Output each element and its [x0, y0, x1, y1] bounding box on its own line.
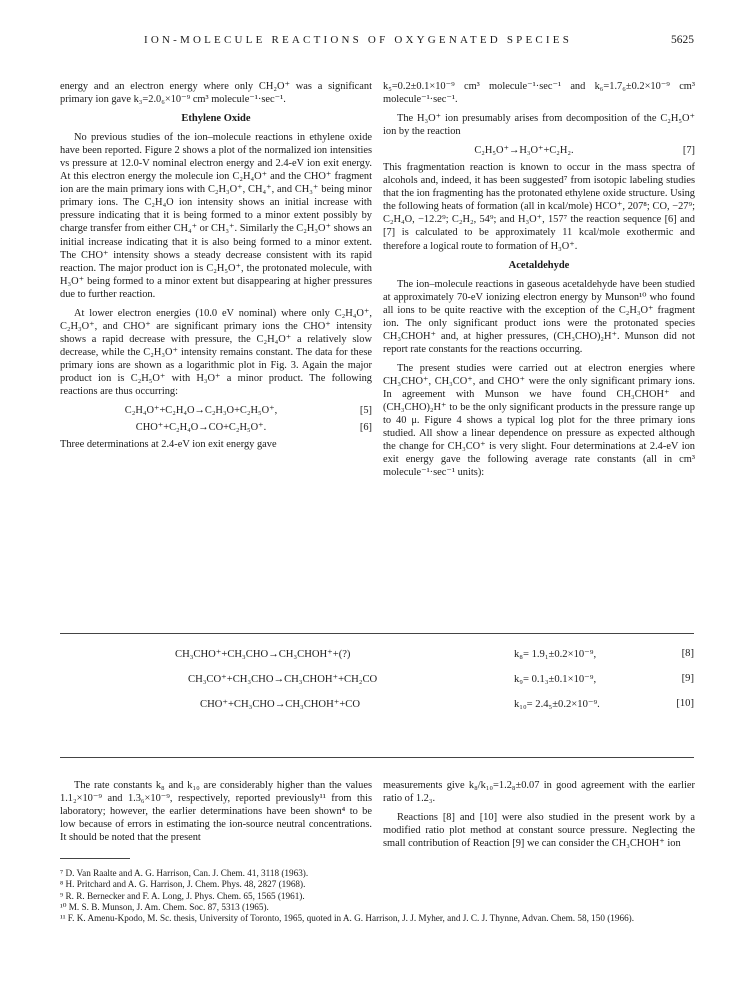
paragraph: k₅=0.2±0.1×10⁻⁹ cm³ molecule⁻¹·sec⁻¹ and k₆=1.7₆±0.2×10⁻⁹ cm³ molecule⁻¹·sec⁻¹.	[383, 81, 695, 106]
paragraph: The present studies were carried out at electron energies where CH₃CHO⁺, CH₃CO⁺, and CHO⁺ were the only significant primary ions. In agreement with Munson we have found CH₃CHOH⁺ and (CH₃CHO)₂H⁺ to be the only significant products in the pressure range up to 40 μ. Figure 4 shows a typical log plot for the three primary ions studied. All show a linear dependence on pressure as expected although the change for CH₃CO⁺ is very slight. Four determinations at 2.4-eV ion exit energy gave the following average rate constants (all in cm³ molecule⁻¹·sec⁻¹ units):	[383, 362, 695, 479]
rate-constant: k₈= 1.9₁±0.2×10⁻⁹,	[514, 649, 597, 660]
section-heading-acetaldehyde: Acetaldehyde	[508, 259, 570, 271]
rate-row-10	[60, 698, 694, 723]
footnote: ⁹ R. R. Bernecker and F. A. Long, J. Phys. Chem. 65, 1565 (1961).	[60, 890, 305, 901]
reaction-number: [6]	[359, 422, 372, 434]
rate-equation: CH₃CHO⁺+CH₃CHO→CH₃CHOH⁺+(?)	[175, 649, 351, 660]
divider	[60, 757, 694, 758]
paragraph: The rate constants k₈ and k₁₀ are considerably higher than the values 1.1₂×10⁻⁹ and 1.3₆×10⁻⁹, respectively, reported previously¹¹ from this laboratory; however, the earlier determinations have been shown⁴ to be low because of errors in estimating the ion-source neutral concentrations. It should be noted that the present	[60, 780, 372, 844]
divider	[60, 633, 694, 634]
paragraph: Reactions [8] and [10] were also studied in the present work by a modified ratio plot method at constant source pressure. Neglecting the small contribution of Reaction [9] we can consider the CH₃CHOH⁺ ion	[383, 812, 695, 850]
paragraph: This fragmentation reaction is known to occur in the mass spectra of alcohols and, indeed, it has been suggested⁷ from isotopic labeling studies that the ion fragmenting has the protonated ethylene oxide structure. Using the following heats of formation (all in kcal/mole) HCO⁺, 207⁸; CO, −27⁹; C₂H₄O, −12.2⁹; C₂H₂, 54⁹; and H₃O⁺, 157⁷ the reaction sequence [6] and [7] is calculated to be approximately 11 kcal/mole exothermic and therefore a logical route to formation of H₃O⁺.	[383, 162, 695, 252]
footnote-divider	[60, 858, 130, 859]
reaction-equation: CHO⁺+C₂H₄O→CO+C₂H₅O⁺.	[135, 422, 267, 434]
paragraph: No previous studies of the ion–molecule reactions in ethylene oxide have been reported. Figure 2 shows a plot of the normalized ion intensities vs pressure at 12.0-V nominal electron energy and 2.4-eV ion exit energy. At this electron energy the molecule ion C₂H₄O⁺ and the CHO⁺ fragment ion are the main primary ions with C₂H₃O⁺, CH₄⁺, and CH₃⁺ being minor primary ions. The C₂H₄O ion intensity shows an initial increase with pressure indicating that it is being formed to a minor extent possibly by charge transfer from either CH₄⁺ or CH₃⁺. Similarly the C₂H₃O⁺ shows an initial increase indicating that it is also being formed to a minor extent. The CHO⁺ intensity shows a steady decrease consistent with its rapid reaction. The major product ion is C₂H₅O⁺, the protonated molecule, with H₃O⁺ being formed to a minor extent but disappearing at higher pressures due to further reaction.	[60, 132, 372, 300]
footnote: ⁸ H. Pritchard and A. G. Harrison, J. Chem. Phys. 48, 2827 (1968).	[60, 879, 306, 890]
footnotes	[60, 868, 694, 924]
section-heading-ethylene-oxide: Ethylene Oxide	[181, 113, 251, 125]
rate-equation: CH₃CO⁺+CH₃CHO→CH₃CHOH⁺+CH₂CO	[188, 674, 378, 685]
rate-row-8	[60, 648, 694, 673]
left-column-top	[60, 80, 372, 457]
reaction-number: [10]	[676, 698, 694, 709]
paragraph: The ion–molecule reactions in gaseous acetaldehyde have been studied at approximately 70-eV ionizing electron energy by Munson¹⁰ who found all ions to be quite reactive with the exception of the C₂H₃O⁺ fragment ion. The only significant product ions were the protonated species CH₃CHOH⁺ and, at higher pressures, (CH₃CHO)₂H⁺. Munson did not report rate constants for the reactions occurring.	[383, 278, 695, 355]
rate-equation: CHO⁺+CH₃CHO→CH₃CHOH⁺+CO	[200, 699, 361, 710]
left-column-bottom	[60, 779, 372, 850]
paragraph: measurements give k₈/k₁₀=1.2₈±0.07 in good agreement with the earlier ratio of 1.2₃.	[383, 780, 695, 805]
reaction-7	[383, 144, 695, 157]
footnote: ¹¹ F. K. Amenu-Kpodo, M. Sc. thesis, University of Toronto, 1965, quoted in A. G. Harrison, J. J. Myher, and J. C. J. Thynne, Advan. Chem. 58, 150 (1966).	[60, 913, 635, 924]
reaction-equation: C₂H₅O⁺→H₃O⁺+C₂H₂.	[474, 145, 574, 157]
paragraph: The H₃O⁺ ion presumably arises from decomposition of the C₂H₅O⁺ ion by the reaction	[383, 113, 695, 138]
right-column-bottom	[383, 779, 695, 856]
reaction-number: [9]	[681, 673, 694, 684]
rate-constant: k₉= 0.1₃±0.1×10⁻⁹,	[514, 674, 597, 685]
footnote: ¹⁰ M. S. B. Munson, J. Am. Chem. Soc. 87, 5313 (1965).	[60, 901, 269, 912]
page-number: 5625	[671, 34, 694, 46]
reaction-equation: C₂H₄O⁺+C₂H₄O→C₂H₃O+C₂H₅O⁺,	[124, 405, 278, 417]
page-header	[60, 34, 694, 54]
reaction-6	[60, 421, 372, 434]
paragraph: energy and an electron energy where only CH₂O⁺ was a significant primary ion gave k₃=2.0₆×10⁻⁹ cm³ molecule⁻¹·sec⁻¹.	[60, 81, 372, 106]
paragraph: At lower electron energies (10.0 eV nominal) where only C₂H₄O⁺, C₂H₃O⁺, and CHO⁺ are significant primary ions the CHO⁺ intensity shows a rapid decrease with pressure, the C₂H₄O⁺ a relatively slow decrease, while the C₂H₃O⁺ intensity remains constant. The data for these primary ions are shown as a logarithmic plot in Fig. 3. Again the major product ion is C₂H₅O⁺ with H₃O⁺ a minor product. The following reactions are thus occurring:	[60, 307, 372, 398]
running-head: ION-MOLECULE REACTIONS OF OXYGENATED SPECIES	[144, 34, 573, 46]
rate-constant: k₁₀= 2.4₅±0.2×10⁻⁹.	[514, 699, 600, 710]
paragraph: Three determinations at 2.4-eV ion exit energy gave	[60, 439, 277, 451]
rate-equations	[60, 648, 694, 723]
reaction-number: [5]	[359, 405, 372, 417]
reaction-number: [8]	[681, 648, 694, 659]
reaction-number: [7]	[682, 145, 695, 157]
footnote: ⁷ D. Van Raalte and A. G. Harrison, Can. J. Chem. 41, 3118 (1963).	[60, 868, 309, 878]
right-column-top	[383, 80, 695, 485]
reaction-5	[60, 404, 372, 417]
rate-row-9	[60, 673, 694, 698]
